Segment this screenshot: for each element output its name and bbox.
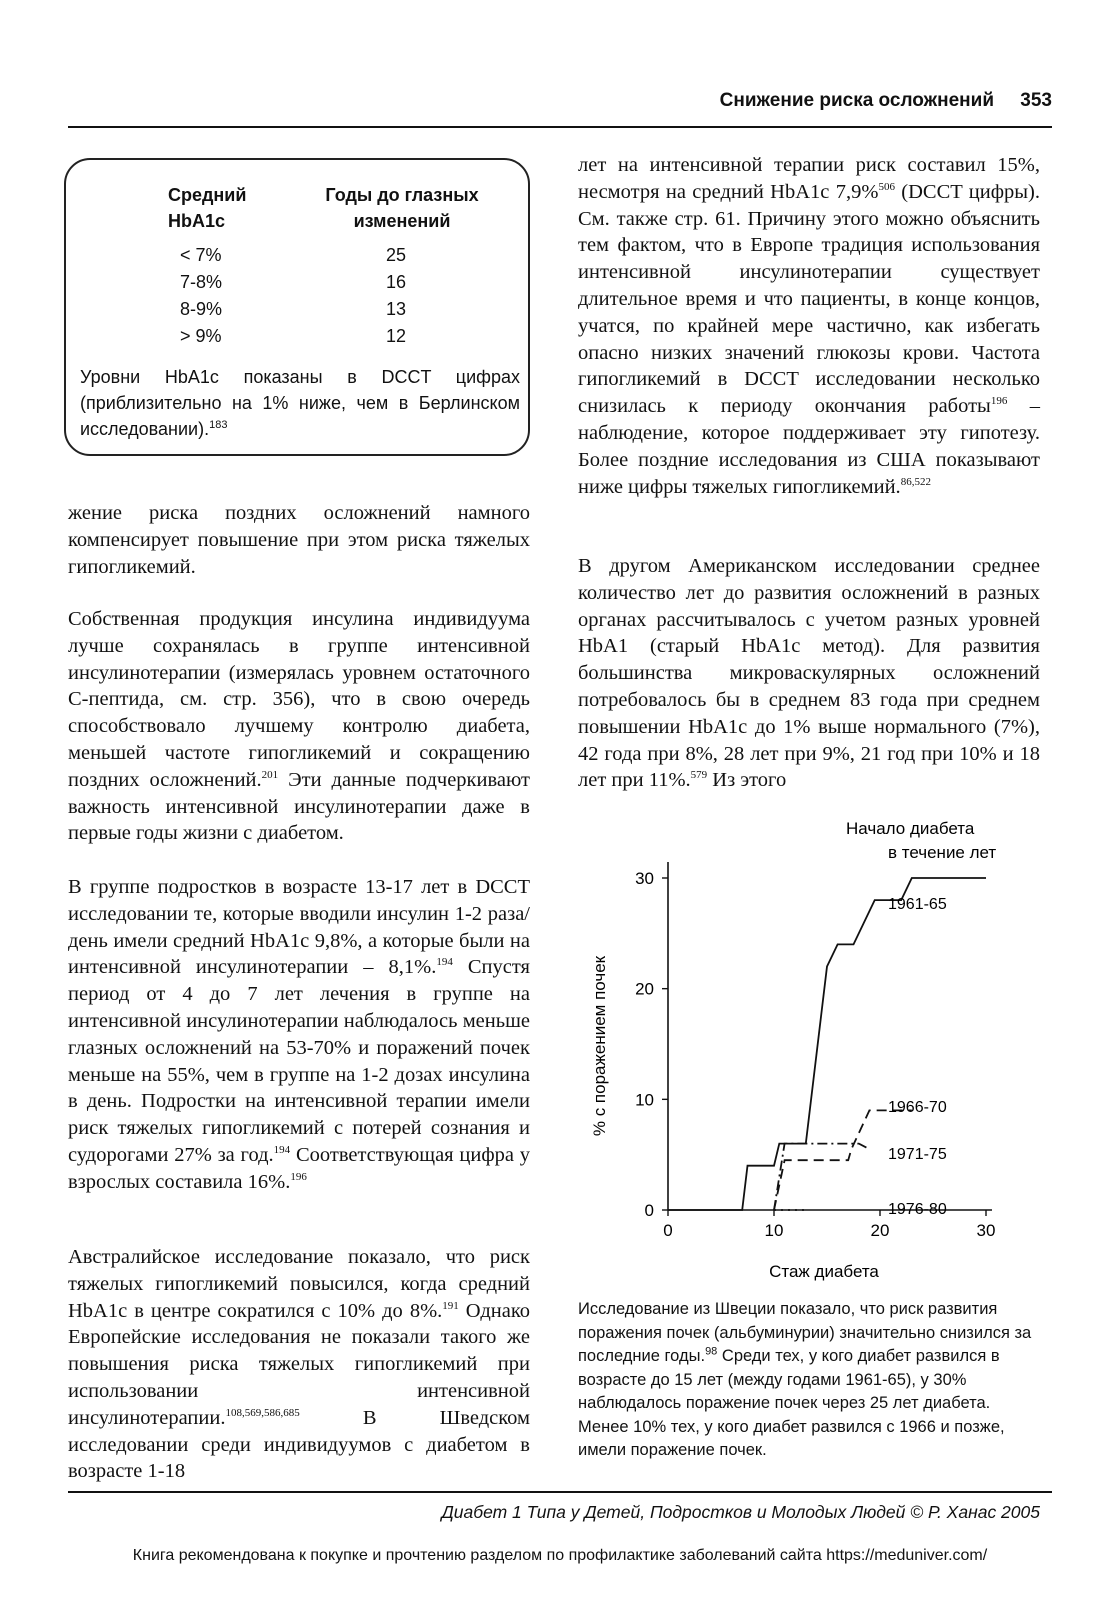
table-header-years: Годы до глазных изменений bbox=[325, 185, 479, 231]
footnote-ref: 579 bbox=[690, 769, 708, 782]
table-cell-years: 25 bbox=[386, 245, 407, 265]
right-column-p1: лет на интенсивной терапии риск составил 15%, несмотря на средний HbA1c 7,9%$^{506}$ (DCCT цифры). См. также стр. 61. Причину этого можно объяснить тем фактом, что в Европе традиция использования интенсивной инсулинотерапии существует длительное время и что пациенты, в конце концов, учатся, по крайней мере частично, как избегать опасно низких значений глюкозы крови. Частота гипогликемий в DCCT исследовании несколько снизилась к периоду окончания работы$^{196}$ – наблюдение, которое поддерживает эту гипотезу. Более поздние исследования из США показывают ниже цифры тяжелых гипогликемий.$^{86,522}$ bbox=[578, 154, 1040, 498]
table-cell-hba1c: < 7% bbox=[180, 245, 222, 265]
running-title: Снижение риска осложнений bbox=[719, 90, 994, 111]
series-label: 1976-80 bbox=[888, 1201, 947, 1218]
table-cell-years: 16 bbox=[386, 272, 407, 292]
footnote-ref: 86,522 bbox=[900, 475, 931, 488]
footnote-ref: 196 bbox=[990, 395, 1008, 408]
x-tick-label: 0 bbox=[663, 1221, 673, 1240]
left-column-p4: Австралийское исследование показало, что риск тяжелых гипогликемий повысился, когда средний HbA1c в центре сократился с 10% до 8%.$^{191}$ Однако Европейские исследования не показали такого же повышения риска тяжелых гипогликемий при использовании интенсивной инсулинотерапии.$^{108,569,586,685}$ В Шведском исследовании среди индивидуумов с диабетом в возрасте 1-18 bbox=[68, 1246, 531, 1483]
footer-rule bbox=[68, 1491, 1052, 1493]
footnote-ref: 194 bbox=[436, 956, 453, 969]
legend-title-line1: Начало диабета bbox=[846, 819, 975, 838]
footnote-ref: 201 bbox=[261, 768, 279, 781]
chart-caption: Исследование из Швеции показало, что риск развития поражения почек (альбуминурии) значительно снизился за последние годы.$^{98}$ Среди тех, у кого диабет развился в возрасте до 15 лет (между годами 1961-65), у 30% наблюдалось поражение почек через 25 лет диабета. Менее 10% тех, у кого диабет развился с 1966 и позже, имели поражение почек. bbox=[578, 1300, 1032, 1459]
x-axis-label: Стаж диабета bbox=[769, 1262, 879, 1281]
table-cell-hba1c: 7-8% bbox=[180, 272, 223, 292]
y-tick-label: 30 bbox=[635, 869, 654, 888]
footnote-ref: 191 bbox=[442, 1299, 459, 1312]
chart-lines bbox=[668, 878, 986, 1218]
legend-title-line2: в течение лет bbox=[888, 843, 997, 862]
hba1c-table-box bbox=[64, 158, 530, 456]
y-tick-label: 20 bbox=[635, 979, 654, 999]
footnote-ref: 98 bbox=[705, 1345, 718, 1358]
y-tick-label: 10 bbox=[635, 1090, 654, 1110]
series-line-1971-75 bbox=[774, 1144, 869, 1210]
left-column-p2: Собственная продукция инсулина индивидуума лучше сохранялась в группе интенсивной инсулинотерапии (измерялась уровнем остаточного С-пептида, см. стр. 356), что в свою очередь способствовало лучшему контролю диабета, меньшей частоте гипогликемий и сокращению поздних осложнений.$^{201}$ Эти данные подчеркивают важность интенсивной инсулинотерапии даже в первые годы жизни с диабетом. bbox=[68, 608, 531, 845]
footnote-ref: 194 bbox=[273, 1144, 291, 1157]
table-row bbox=[66, 323, 528, 350]
table-header-hba1c: Средний HbA1c bbox=[168, 185, 247, 231]
series-label: 1966-70 bbox=[888, 1099, 947, 1116]
left-column-p3: В группе подростков в возрасте 13-17 лет в DCCT исследовании те, которые вводили инсулин 1-2 раза/день имели средний HbA1c 9,8%, а которые были на интенсивной инсулинотерапии – 8,1%.$^{194}$ Спустя период от 4 до 7 лет лечения в группе на интенсивной инсулинотерапии наблюдалось меньше глазных осложнений на 53-70% и поражений почек меньше на 55%, чем в группе на 1-2 дозах инсулина в день. Подростки на интенсивной терапии имели риск тяжелых гипогликемий с потерей сознания и судорогами 27% за год.$^{194}$ Соответствующая цифра у взрослых составила 16%.$^{196}$ bbox=[68, 876, 530, 1193]
footnote-ref: 196 bbox=[290, 1170, 307, 1183]
table-row bbox=[66, 242, 528, 269]
footnote-ref: 108,569,586,685 bbox=[225, 1406, 300, 1419]
book-footer: Диабет 1 Типа у Детей, Подростков и Молодых Людей © Р. Ханас 2005 bbox=[441, 1502, 1040, 1522]
table-row bbox=[66, 296, 528, 323]
page-header bbox=[68, 88, 1052, 128]
right-column-p2: В другом Американском исследовании среднее количество лет до развития осложнений в разных органах рассчитывалось с учетом разных уровней HbA1 (старый HbA1c метод). Для развития большинства микроваскулярных осложнений потребовалось бы в среднем 83 года при среднем повышении HbA1c до 1% выше нормального (7%), 42 года при 8%, 28 лет при 9%, 21 год при 10% и 18 лет при 11%.$^{579}$ Из этого bbox=[578, 555, 1040, 792]
chart-axes bbox=[635, 862, 995, 1240]
kidney-damage-chart bbox=[578, 812, 1048, 1292]
y-axis-label: % с поражением почек bbox=[590, 955, 609, 1137]
table-cell-years: 12 bbox=[386, 326, 407, 346]
footnote-ref: 506 bbox=[878, 180, 895, 193]
y-tick-label: 0 bbox=[644, 1201, 654, 1220]
series-label: 1971-75 bbox=[888, 1146, 947, 1163]
x-tick-label: 30 bbox=[976, 1221, 996, 1240]
table-cell-hba1c: 8-9% bbox=[180, 299, 223, 319]
page-number: 353 bbox=[1020, 90, 1052, 111]
table-cell-hba1c: > 9% bbox=[180, 326, 222, 346]
x-tick-label: 10 bbox=[764, 1221, 784, 1240]
promo-text: Книга рекомендована к покупке и прочтению разделом по профилактике заболеваний сайта https://meduniver.com/ bbox=[132, 1547, 988, 1564]
table-cell-years: 13 bbox=[386, 299, 407, 319]
x-tick-label: 20 bbox=[870, 1221, 890, 1240]
left-column-p1: жение риска поздних осложнений намного компенсирует повышение при этом риска тяжелых гипогликемий. bbox=[68, 502, 530, 578]
footnote-ref: 183 bbox=[209, 419, 228, 431]
series-label: 1961-65 bbox=[888, 896, 947, 913]
table-row bbox=[66, 269, 528, 296]
table-note: Уровни HbA1c показаны в DCCT цифрах (приблизительно на 1% ниже, чем в Берлинском исследовании).$^{183}$ bbox=[80, 367, 520, 439]
